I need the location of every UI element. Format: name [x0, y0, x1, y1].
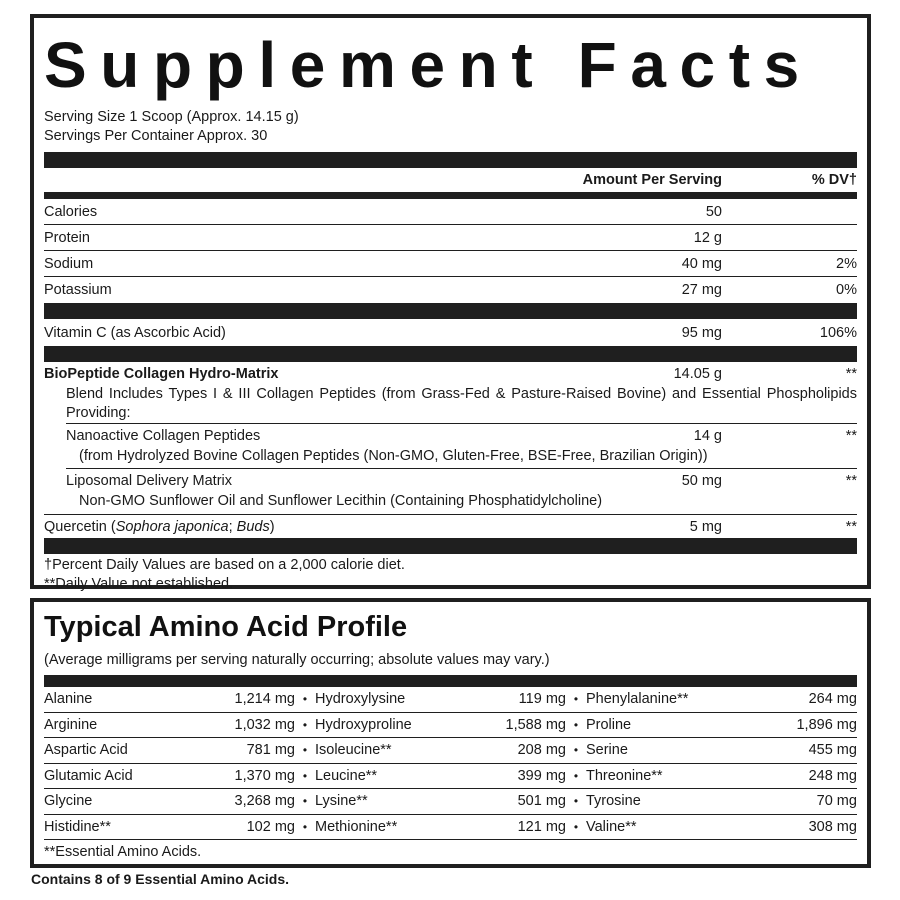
bullet-icon: • [302, 692, 308, 707]
blend-row: BioPeptide Collagen Hydro-Matrix 14.05 g ** [44, 365, 857, 382]
amino-row: Arginine 1,032 mg • [44, 713, 315, 739]
amino-subtitle: (Average milligrams per serving naturally occurring; absolute values may vary.) [44, 652, 550, 668]
amino-column [586, 687, 857, 840]
amino-row: Tyrosine 70 mg [586, 789, 857, 815]
header-dv: % DV† [811, 172, 857, 188]
divider-bar [44, 152, 857, 168]
quercetin-row: Quercetin (Sophora japonica; Buds) 5 mg ** [44, 514, 857, 538]
amino-row: Aspartic Acid 781 mg • [44, 738, 315, 764]
amino-row: Isoleucine** 208 mg • [315, 738, 586, 764]
bullet-icon: • [302, 768, 308, 783]
nutrient-row-sodium: Sodium 40 mg 2% [44, 251, 857, 277]
amino-table [44, 687, 857, 840]
header-amount: Amount Per Serving [582, 172, 722, 188]
amino-row: Threonine** 248 mg [586, 764, 857, 790]
contains-note: Contains 8 of 9 Essential Amino Acids. [31, 871, 290, 887]
quercetin-label: Quercetin (Sophora japonica; Buds) [44, 518, 275, 535]
bullet-icon: • [302, 794, 308, 809]
amino-acid-panel [30, 598, 871, 868]
amino-row: Glutamic Acid 1,370 mg • [44, 764, 315, 790]
divider-bar [44, 538, 857, 554]
bullet-icon: • [573, 717, 579, 732]
divider-bar [44, 675, 857, 687]
liposomal-description: Non-GMO Sunflower Oil and Sunflower Lecithin (Containing Phosphatidylcholine) [79, 493, 603, 509]
amino-row: Glycine 3,268 mg • [44, 789, 315, 815]
amino-row: Leucine** 399 mg • [315, 764, 586, 790]
blend-description: Blend Includes Types I & III Collagen Peptides (from Grass-Fed & Pasture-Raised Bovine) and Essential Phospholipids Providing: [66, 386, 857, 421]
bullet-icon: • [573, 768, 579, 783]
amino-row: Lysine** 501 mg • [315, 789, 586, 815]
amino-row: Histidine** 102 mg • [44, 815, 315, 841]
essential-amino-note: **Essential Amino Acids. [44, 844, 202, 860]
amino-title: Typical Amino Acid Profile [44, 611, 408, 643]
amino-row: Proline 1,896 mg [586, 713, 857, 739]
serving-size: Serving Size 1 Scoop (Approx. 14.15 g) [44, 109, 299, 125]
divider-bar [44, 303, 857, 319]
bullet-icon: • [573, 819, 579, 834]
nutrient-row-protein: Protein 12 g [44, 225, 857, 251]
supplement-facts-panel [30, 14, 871, 592]
amino-row: Valine** 308 mg [586, 815, 857, 841]
amino-row: Alanine 1,214 mg • [44, 687, 315, 713]
nutrient-row-calories: Calories 50 [44, 199, 857, 225]
nutrient-row-potassium: Potassium 27 mg 0% [44, 282, 857, 298]
amino-column [44, 687, 315, 840]
nutrient-row-vitamin-c: Vitamin C (as Ascorbic Acid) 95 mg 106% [44, 324, 857, 341]
amino-row: Hydroxyproline 1,588 mg • [315, 713, 586, 739]
amino-column [315, 687, 586, 840]
bullet-icon: • [302, 819, 308, 834]
facts-title: Supplement Facts [44, 29, 813, 101]
nanoactive-row: Nanoactive Collagen Peptides 14 g ** [66, 423, 857, 447]
bullet-icon: • [573, 692, 579, 707]
bullet-icon: • [302, 743, 308, 758]
amino-row: Serine 455 mg [586, 738, 857, 764]
bullet-icon: • [302, 717, 308, 732]
amino-row: Hydroxylysine 119 mg • [315, 687, 586, 713]
divider-bar [44, 346, 857, 362]
nanoactive-description: (from Hydrolyzed Bovine Collagen Peptides (Non-GMO, Gluten-Free, BSE-Free, Brazilian Origin)) [79, 448, 708, 464]
bullet-icon: • [573, 794, 579, 809]
column-header-row [44, 168, 857, 193]
footnote-dv-not-established: **Daily Value not established. [44, 576, 234, 592]
amino-row: Phenylalanine** 264 mg [586, 687, 857, 713]
amino-row: Methionine** 121 mg • [315, 815, 586, 841]
bullet-icon: • [573, 743, 579, 758]
liposomal-row: Liposomal Delivery Matrix 50 mg ** [66, 468, 857, 492]
footnote-dv: †Percent Daily Values are based on a 2,000 calorie diet. [44, 557, 405, 573]
servings-per-container: Servings Per Container Approx. 30 [44, 128, 268, 144]
